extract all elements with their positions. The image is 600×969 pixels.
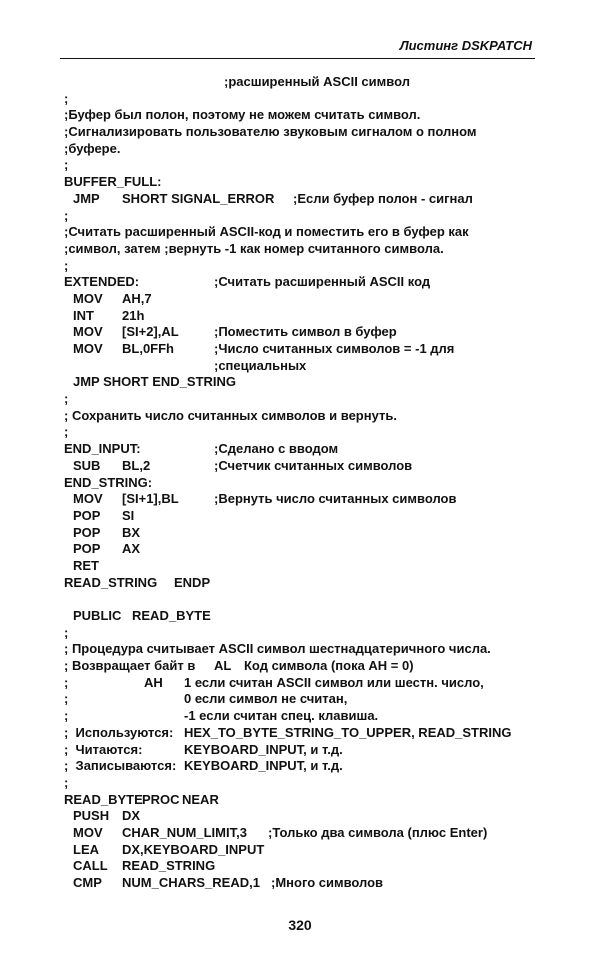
- code-token: KEYBOARD_INPUT, и т.д.: [184, 741, 343, 757]
- code-line: [64, 691, 544, 708]
- code-token: NUM_CHARS_READ,1: [122, 875, 260, 890]
- code-token: ENDP: [174, 574, 211, 590]
- code-token: CHAR_NUM_LIMIT,3: [122, 824, 247, 840]
- code-line: [64, 191, 544, 208]
- code-token: ;расширенный ASCII символ: [224, 74, 410, 89]
- code-line: [64, 358, 544, 375]
- code-line: [64, 775, 544, 792]
- code-line: [64, 875, 544, 892]
- code-token: ;Счетчик считанных символов: [214, 457, 413, 473]
- code-token: ;Число считанных символов = -1 для: [214, 341, 455, 356]
- code-line: [64, 241, 544, 258]
- code-line: [64, 274, 544, 291]
- code-token: ;: [64, 90, 69, 106]
- code-token: ;Буфер был полон, поэтому не можем считать символ.: [64, 107, 421, 123]
- code-line: [64, 141, 544, 158]
- code-line: [64, 575, 544, 592]
- code-line: [64, 541, 544, 558]
- code-line: [64, 758, 544, 775]
- code-line: [64, 608, 544, 625]
- code-line: [64, 174, 544, 191]
- code-token: POP: [73, 507, 101, 523]
- code-line: [64, 458, 544, 475]
- code-token: ;: [64, 774, 69, 790]
- code-line: [64, 658, 544, 675]
- code-line: [64, 558, 544, 575]
- code-line: [64, 708, 544, 725]
- code-token: EXTENDED:: [64, 274, 140, 290]
- code-line: [64, 107, 544, 124]
- code-token: ; Используются:: [64, 724, 174, 740]
- code-line: [64, 641, 544, 658]
- code-token: READ_STRING: [122, 858, 216, 874]
- code-token: SHORT SIGNAL_ERROR: [122, 190, 275, 206]
- code-line: [64, 308, 544, 325]
- code-token: ; Процедура считывает ASCII символ шестнадцатеричного числа.: [64, 641, 491, 657]
- code-token: JMP SHORT END_STRING: [73, 374, 237, 390]
- code-token: ;Если буфер полон - сигнал: [293, 190, 473, 206]
- code-line: [64, 491, 544, 508]
- code-token: SUB: [73, 457, 101, 473]
- code-token: ; Читаются:: [64, 741, 143, 757]
- code-line: [64, 675, 544, 692]
- code-token: BUFFER_FULL:: [64, 174, 162, 190]
- code-token: READ_BYTE: [132, 608, 211, 623]
- code-token: AH: [144, 674, 163, 690]
- code-token: ;символ, затем ;вернуть -1 как номер считанного символа.: [64, 240, 444, 256]
- code-token: KEYBOARD_INPUT, и т.д.: [184, 758, 343, 774]
- code-line: [64, 157, 544, 174]
- code-token: ;специальных: [214, 357, 307, 373]
- code-token: MOV: [73, 290, 103, 306]
- code-token: PUBLIC: [73, 608, 122, 623]
- code-token: BX: [122, 524, 141, 540]
- code-token: [SI+2],AL: [122, 324, 179, 340]
- code-line: [64, 742, 544, 759]
- code-token: READ_BYTE: [64, 791, 143, 807]
- code-token: ;: [64, 257, 69, 273]
- code-token: READ_STRING: [64, 574, 158, 590]
- code-line: [64, 508, 544, 525]
- code-token: ;: [64, 708, 69, 724]
- code-token: PROC: [142, 791, 180, 807]
- code-token: ;: [64, 207, 69, 223]
- code-token: MOV: [73, 824, 103, 840]
- code-line: [64, 408, 544, 425]
- code-line: [64, 475, 544, 492]
- code-token: BL,0FFh: [122, 341, 174, 356]
- code-line: [64, 91, 544, 108]
- code-line: [64, 341, 544, 358]
- code-line: [64, 441, 544, 458]
- code-token: CMP: [73, 875, 102, 890]
- code-token: ;Сделано с вводом: [214, 441, 339, 457]
- code-token: HEX_TO_BYTE_STRING_TO_UPPER, READ_STRING: [184, 724, 512, 740]
- code-token: ; Записываются:: [64, 758, 177, 774]
- code-line: [64, 591, 544, 608]
- code-token: NEAR: [182, 791, 219, 807]
- code-token: 1 если считан ASCII символ или шестн. число,: [184, 674, 484, 690]
- code-token: ; Сохранить число считанных символов и вернуть.: [64, 407, 397, 423]
- code-line: [64, 74, 544, 91]
- code-line: [64, 858, 544, 875]
- code-line: [64, 224, 544, 241]
- code-line: [64, 625, 544, 642]
- code-token: ;: [64, 624, 69, 640]
- code-token: LEA: [73, 841, 99, 857]
- code-line: [64, 842, 544, 859]
- code-token: CALL: [73, 858, 108, 874]
- code-token: BL,2: [122, 457, 151, 473]
- code-line: [64, 391, 544, 408]
- code-token: ;Много символов: [271, 875, 384, 890]
- code-token: END_INPUT:: [64, 441, 141, 457]
- code-token: PUSH: [73, 808, 110, 824]
- code-line: [64, 725, 544, 742]
- code-listing: [64, 74, 544, 892]
- code-token: MOV: [73, 324, 103, 340]
- code-token: DX,KEYBOARD_INPUT: [122, 841, 265, 857]
- code-line: [64, 291, 544, 308]
- code-token: END_STRING:: [64, 474, 153, 490]
- code-token: MOV: [73, 491, 103, 507]
- code-token: ;буфере.: [64, 140, 121, 156]
- code-token: ;: [64, 157, 69, 173]
- code-line: [64, 808, 544, 825]
- code-token: ;: [64, 691, 69, 707]
- code-token: ;: [64, 674, 69, 690]
- code-line: [64, 792, 544, 809]
- code-token: MOV: [73, 341, 103, 356]
- code-token: JMP: [73, 190, 100, 206]
- code-token: AL: [214, 658, 232, 674]
- page-number: 320: [288, 917, 312, 933]
- code-line: [64, 825, 544, 842]
- code-line: [64, 324, 544, 341]
- code-token: ;Считать расширенный ASCII код: [214, 274, 431, 290]
- code-line: [64, 258, 544, 275]
- code-token: POP: [73, 541, 101, 557]
- code-line: [64, 374, 544, 391]
- code-token: INT: [73, 307, 94, 323]
- code-token: ;Сигнализировать пользователю звуковым сигналом о полном: [64, 124, 477, 140]
- code-line: [64, 208, 544, 225]
- page-header: Листинг DSKPATCH: [399, 38, 532, 53]
- code-token: -1 если считан спец. клавиша.: [184, 708, 379, 724]
- code-token: 21h: [122, 307, 145, 323]
- code-line: [64, 525, 544, 542]
- code-token: ;: [64, 391, 69, 407]
- code-token: DX: [122, 808, 141, 824]
- code-token: 0 если символ не считан,: [184, 691, 348, 707]
- code-token: ;Считать расширенный ASCII-код и поместить его в буфер как: [64, 224, 469, 240]
- code-token: ;Поместить символ в буфер: [214, 324, 397, 340]
- code-token: ;Вернуть число считанных символов: [214, 491, 457, 507]
- code-line: [64, 424, 544, 441]
- code-token: Код символа (пока AH = 0): [244, 658, 414, 674]
- code-token: SI: [122, 507, 135, 523]
- code-token: AH,7: [122, 290, 152, 306]
- code-token: ;Только два символа (плюс Enter): [268, 824, 488, 840]
- code-token: POP: [73, 524, 101, 540]
- code-token: AX: [122, 541, 141, 557]
- code-token: ; Возвращает байт в: [64, 658, 196, 674]
- code-token: ;: [64, 424, 69, 440]
- code-line: [64, 124, 544, 141]
- code-token: RET: [73, 557, 99, 573]
- code-token: [SI+1],BL: [122, 491, 179, 507]
- header-rule: [60, 58, 535, 59]
